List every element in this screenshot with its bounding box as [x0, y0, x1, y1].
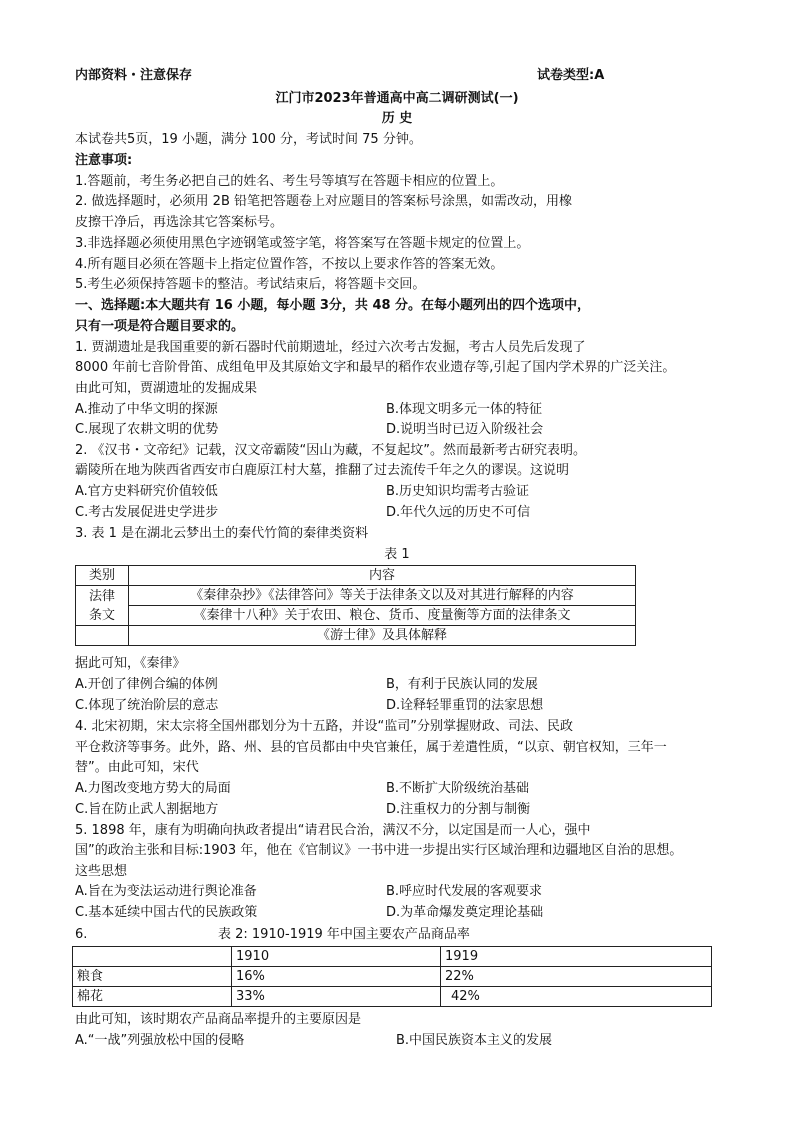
- q6-table-header-1919: 1919: [441, 947, 712, 967]
- q3-table-row: 《秦律杂抄》《法律答问》等关于法律条文以及对其进行解释的内容: [129, 586, 636, 606]
- q5-stem: 5. 1898 年，康有为明确向执政者提出“请君民合治，满汉不分，以定国是而一人心，强中: [75, 823, 591, 838]
- q3-table-empty-cell: [76, 626, 129, 646]
- notice-heading: 注意事项:: [75, 153, 133, 168]
- q3-table-header-content: 内容: [129, 566, 636, 586]
- q3-option-d: D.诠释轻罪重罚的法家思想: [386, 698, 544, 713]
- q2-stem: 2. 《汉书・文帝纪》记载，汉文帝霸陵“因山为藏，不复起坟”。然而最新考古研究表明。: [75, 443, 587, 458]
- q6-row-value: 33%: [232, 987, 441, 1007]
- q1-option-c: C.展现了农耕文明的优势: [75, 422, 219, 437]
- q6-table-corner: [73, 947, 232, 967]
- q6-table-header-1910: 1910: [232, 947, 441, 967]
- q3-option-b: B，有利于民族认同的发展: [386, 677, 538, 692]
- q1-stem: 8000 年前七音阶骨笛、成组龟甲及其原始文字和最早的稻作农业遗存等,引起了国内学术界的广泛关注。: [75, 360, 676, 375]
- notice-item: 4.所有题目必须在答题卡上指定位置作答，不按以上要求作答的答案无效。: [75, 257, 504, 272]
- q2-option-a: A.官方史料研究价值较低: [75, 484, 218, 499]
- q5-stem: 国”的政治主张和目标:1903 年，他在《官制议》一书中进一步提出实行区域治理和边疆地区自治的思想。: [75, 843, 683, 858]
- q3-table-header-category: 类别: [76, 566, 129, 586]
- q6-table: [72, 946, 712, 1007]
- q1-stem: 由此可知，贾湖遗址的发掘成果: [75, 381, 258, 396]
- notice-item: 2. 做选择题时，必须用 2B 铅笔把答题卷上对应题目的答案标号涂黑，如需改动，用橡: [75, 194, 572, 209]
- q6-table-caption: 表 2: 1910-1919 年中国主要农产品商品率: [218, 927, 470, 942]
- q4-option-d: D.注重权力的分割与制衡: [386, 802, 531, 817]
- q4-option-b: B.不断扩大阶级统治基础: [386, 781, 530, 796]
- q3-table-row: 《游士律》及具体解释: [129, 626, 636, 646]
- q2-option-d: D.年代久远的历史不可信: [386, 505, 531, 520]
- q3-option-a: A.开创了律例合编的体例: [75, 677, 218, 692]
- q4-stem: 4. 北宋初期，宋太宗将全国州郡划分为十五路，并设“监司”分别掌握财政、司法、民政: [75, 719, 574, 734]
- q4-stem: 平仓救济等事务。此外，路、州、县的官员都由中央官兼任，属于差遣性质，“以京、朝官权知，三年一: [75, 740, 667, 755]
- header-left: 内部资料・注意保存: [75, 68, 193, 83]
- q5-option-d: D.为革命爆发奠定理论基础: [386, 905, 544, 920]
- q2-option-c: C.考古发展促进史学进步: [75, 505, 219, 520]
- section-heading: 一、选择题:本大题共有 16 小题，每小题 3分，共 48 分。在每小题列出的四个选项中，: [75, 298, 591, 313]
- q3-table-caption: 表 1: [384, 547, 410, 562]
- q5-option-c: C.基本延续中国古代的民族政策: [75, 905, 258, 920]
- q3-table: [75, 565, 636, 646]
- q1-option-d: D.说明当时已迈入阶级社会: [386, 422, 544, 437]
- q5-stem: 这些思想: [75, 864, 128, 879]
- q3-category-line2: 条文: [88, 607, 115, 623]
- q6-row-value: 16%: [232, 967, 441, 987]
- q6-row-value: 22%: [441, 967, 712, 987]
- intro-text: 本试卷共5页，19 小题，满分 100 分，考试时间 75 分钟。: [75, 132, 422, 147]
- q3-option-c: C.体现了统治阶层的意志: [75, 698, 219, 713]
- notice-item: 5.考生必须保持答题卡的整洁。考试结束后，将答题卡交回。: [75, 277, 426, 292]
- q4-option-a: A.力图改变地方势大的局面: [75, 781, 231, 796]
- q6-row-label: 粮食: [73, 967, 232, 987]
- q3-table-category: [76, 586, 129, 626]
- q3-stem: 3. 表 1 是在湖北云梦出土的秦代竹简的秦律类资料: [75, 526, 369, 541]
- q4-stem: 替”。由此可知，宋代: [75, 760, 199, 775]
- q6-row-label: 棉花: [73, 987, 232, 1007]
- notice-item: 3.非选择题必须使用黑色字迹钢笔或签字笔，将答案写在答题卡规定的位置上。: [75, 236, 530, 251]
- q6-option-b: B.中国民族资本主义的发展: [396, 1033, 553, 1048]
- section-heading-cont: 只有一项是符合题目要求的。: [75, 319, 245, 334]
- q2-option-b: B.历史知识均需考古验证: [386, 484, 530, 499]
- q5-option-b: B.呼应时代发展的客观要求: [386, 884, 543, 899]
- q4-option-c: C.旨在防止武人割据地方: [75, 802, 219, 817]
- q3-after: 据此可知，《秦律》: [75, 656, 186, 671]
- q1-option-a: A.推动了中华文明的探源: [75, 402, 218, 417]
- header-right: 试卷类型:A: [537, 68, 605, 83]
- q6-after: 由此可知，该时期农产品商品率提升的主要原因是: [75, 1012, 362, 1027]
- q5-option-a: A.旨在为变法运动进行舆论准备: [75, 884, 257, 899]
- q6-option-a: A.“一战”列强放松中国的侵略: [75, 1033, 245, 1048]
- exam-title: 江门市2023年普通高中高二调研测试(一): [275, 91, 519, 106]
- q6-number: 6.: [75, 927, 88, 942]
- notice-item: 皮擦干净后，再选涂其它答案标号。: [75, 215, 284, 230]
- q3-table-row: 《秦律十八种》关于农田、粮仓、货币、度量衡等方面的法律条文: [129, 606, 636, 626]
- notice-item: 1.答题前，考生务必把自己的姓名、考生号等填写在答题卡相应的位置上。: [75, 174, 504, 189]
- q1-stem: 1. 贾湖遗址是我国重要的新石器时代前期遗址，经过六次考古发掘，考古人员先后发现了: [75, 340, 586, 355]
- q3-category-line1: 法律: [88, 588, 115, 604]
- q1-option-b: B.体现文明多元一体的特征: [386, 402, 543, 417]
- q6-row-value: 42%: [441, 987, 712, 1007]
- subject-title: 历 史: [381, 111, 413, 126]
- q2-stem: 霸陵所在地为陕西省西安市白鹿原江村大墓，推翻了过去流传千年之久的谬误。这说明: [75, 463, 570, 478]
